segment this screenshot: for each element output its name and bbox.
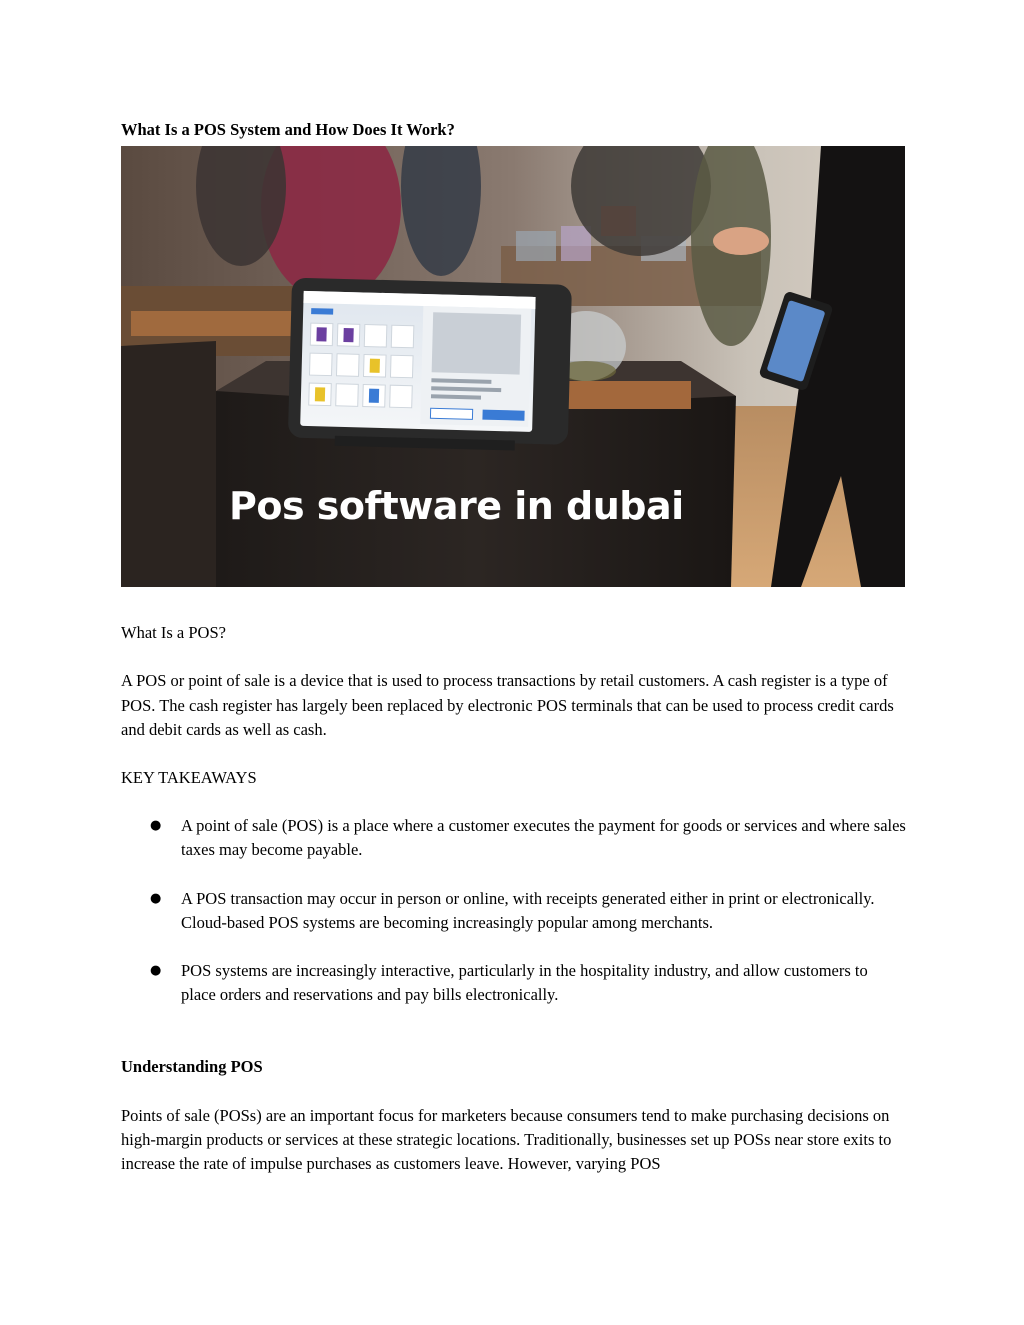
section-heading-understanding-pos: Understanding POS bbox=[121, 1057, 263, 1077]
bullet-icon: ● bbox=[150, 818, 162, 834]
section-paragraph-understanding-pos: Points of sale (POSs) are an important focus for marketers because consumers tend to make purchasing decisions on high-margin products or services at these strategic locations. Traditionally, businesses set up POSs near store exits to increase the rate of impulse purchases as customers leave. However, varying POS bbox=[121, 1105, 892, 1174]
hero-caption: Pos software in dubai bbox=[229, 484, 684, 529]
bullet-icon: ● bbox=[150, 890, 162, 906]
list-item bbox=[121, 814, 906, 862]
document-title: What Is a POS System and How Does It Work? bbox=[121, 120, 455, 139]
list-item bbox=[121, 959, 906, 1007]
bullet-icon: ● bbox=[150, 963, 162, 979]
list-item-text: A POS transaction may occur in person or online, with receipts generated either in print or electronically. Cloud-based POS systems are becoming increasingly popular among merchants. bbox=[181, 888, 875, 932]
key-takeaways-heading: KEY TAKEAWAYS bbox=[121, 768, 257, 788]
key-takeaways-list bbox=[121, 814, 906, 1007]
section-heading-what-is-pos: What Is a POS? bbox=[121, 623, 226, 643]
list-item-text: A point of sale (POS) is a place where a customer executes the payment for goods or services and where sales taxes may become payable. bbox=[181, 816, 906, 860]
section-paragraph-what-is-pos: A POS or point of sale is a device that is used to process transactions by retail customers. A cash register is a type of POS. The cash register has largely been replaced by electronic POS terminals that can be used to process credit cards and debit cards as well as cash. bbox=[121, 671, 894, 739]
document-page bbox=[121, 118, 906, 1176]
hero-image bbox=[121, 146, 905, 587]
list-item bbox=[121, 887, 906, 935]
list-item-text: POS systems are increasingly interactive, particularly in the hospitality industry, and allow customers to place orders and reservations and pay bills electronically. bbox=[181, 961, 868, 1005]
